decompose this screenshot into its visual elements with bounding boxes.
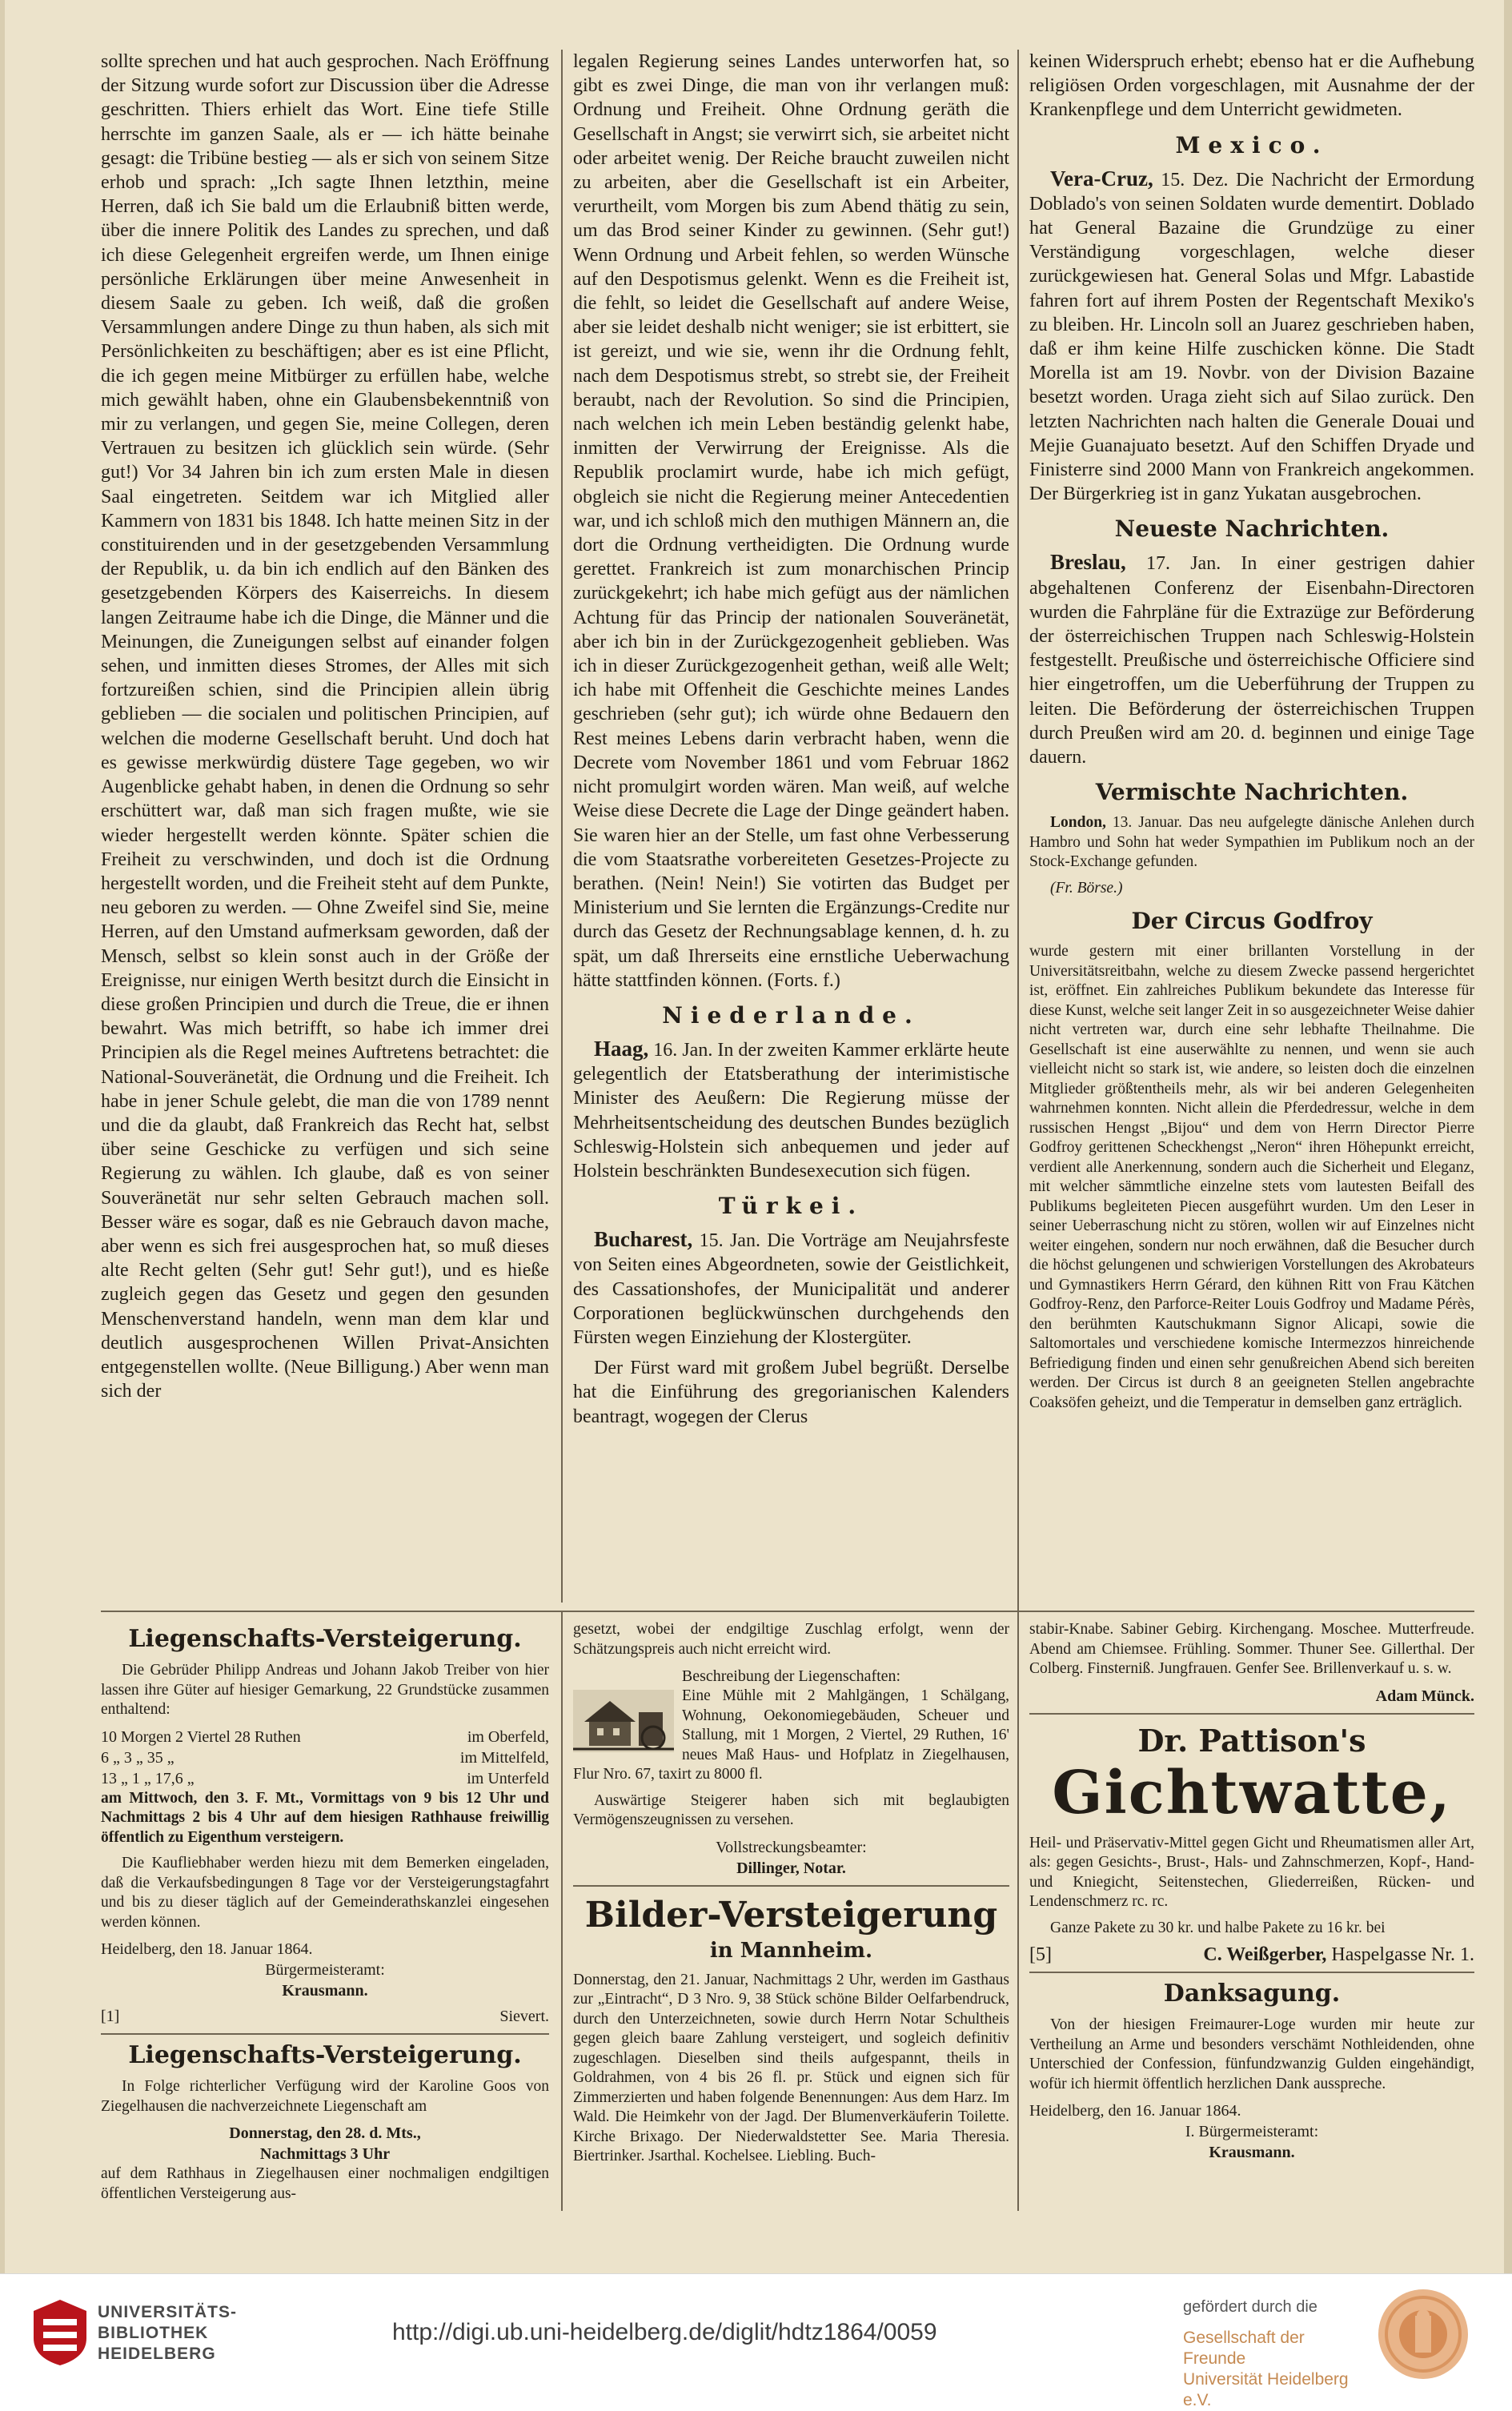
office-label: Bürgermeisteramt: — [265, 1961, 385, 1979]
funding-note — [1183, 2298, 1359, 2411]
ad-text: Auswärtige Steigerer haben sich mit beglaubigten Vermögenszeugnissen zu versehen. — [573, 1791, 1009, 1828]
column-rule — [561, 50, 563, 1603]
article-paragraph: legalen Regierung seines Landes unterworfen hat, so gibt es zwei Dinge, die man von ihr verlangen muß: Ordnung und Freiheit. Ohne Ordnung geräth die Gesellschaft in Angst; sie verwirrt sich, sie arbeitet nicht oder arbeitet wenig. Der Reiche braucht zuweilen nicht zu arbeiten, aber die Gesellschaft ist ein Arbeiter, verurtheilt, vom Morgen bis zum Abend thätig zu sein, um das Brod seiner Kinder zu gewinnen. (Sehr gut!) Wenn Ordnung und Arbeit fehlen, so werden Wünsche auf den Despotismus gelenkt. Wenn es die Freiheit ist, die fehlt, so leidet die Gesellschaft auf andere Weise, aber sie leidet deshalb nicht weniger; sie ist erbittert, sie ist gereizt, und wie sie, wenn ihr die Ordnung fehlt, nach dem Despotismus strebt, so strebt sie, der Freiheit beraubt, nach der Revolution. So sind die Principien, nach welchen ich mein Leben beständig gelenkt habe, inmitten der Verwirrung der Ereignisse. Als die Republik proclamirt wurde, habe ich mich gefügt, obgleich sie nicht die Regierung meiner Antecedentien war, und ich schloß mich den muthigen Männern an, die dort die Ordnung vertheidigten. Die Ordnung wurde gerettet. Frankreich ist zum monarchischen Princip zurückgekehrt; ich habe mich gefügt aus der nämlichen Achtung für das Princip der nationalen Souveränetät, aber ich bin in der Zurückgezogenheit geblieben. Was ich in dieser Zurückgezogenheit gethan, weiß alle Welt; ich habe mit Offenheit die Geschichte meines Landes geschrieben (sehr gut); ich würde ohne Bedauern den Rest meines Lebens darin verbracht haben, wenn die Decrete vom November 1861 und vom Februar 1862 nicht promulgirt worden wären. Man weiß, auf welche Weise diese Decrete die Lage der Dinge geändert haben. Sie waren hier an der Stelle, um fast ohne Verbesserung die vom Staatsrathe vorbereiteten Gesetzes-Projecte zu berathen. (Nein! Nein!) Sie votirten das Budget per Ministerium und Sie lernten die Ergänzungs-Credite nur durch das Gesetz der Rechnungsablage kennen, d. h. zu spät, um daß Ihrerseits eine ernstliche Ueberwachung hätte stattfinden können. (Forts. f.) — [573, 51, 1009, 991]
circus-heading: Der Circus Godfroy — [1131, 908, 1373, 935]
column-rule — [561, 1612, 563, 2211]
permalink-url[interactable]: http://digi.ub.uni-heidelberg.de/diglit/hdtz1864/0059 — [392, 2319, 937, 2345]
ad-text: Ganze Pakete zu 30 kr. und halbe Pakete zu 16 kr. bei — [1050, 1919, 1386, 1936]
section-rule — [1029, 1972, 1474, 1973]
funding-label: gefördert durch die — [1183, 2298, 1317, 2316]
mill-woodcut-icon — [573, 1690, 674, 1752]
newspaper-page — [101, 50, 1474, 2251]
ad-time: Nachmittags 3 Uhr — [259, 2145, 391, 2163]
section-rule — [101, 1611, 1474, 1612]
table-row: 10 Morgen 2 Viertel 28 Ruthen im Oberfeld, — [101, 1727, 549, 1746]
section-rule — [573, 1885, 1009, 1887]
signer: Adam Münck. — [1375, 1687, 1474, 1705]
ad-title: Liegenschafts-Versteigerung. — [128, 1625, 522, 1653]
ad-text: gesetzt, wobei der endgiltige Zuschlag erfolgt, wenn der Schätzungspreis auch nicht erreicht wird. — [573, 1621, 1009, 1658]
ad-title: Bilder-Versteigerung — [584, 1894, 998, 1936]
library-logo[interactable] — [32, 2298, 272, 2370]
section-rule — [101, 2033, 549, 2035]
funder-name[interactable]: Universität Heidelberg e.V. — [1183, 2370, 1349, 2409]
seller-line: [5] C. Weißgerber, Haspelgasse Nr. 1. — [1029, 1944, 1474, 1965]
ad-title: Liegenschafts-Versteigerung. — [128, 2041, 522, 2069]
place-date: Heidelberg, den 16. Januar 1864. — [1029, 2102, 1241, 2120]
ad-text: stabir-Knabe. Sabiner Gebirg. Kirchengang. Moschee. Mutterfreude. Abend am Chiemsee. Frühling. Sommer. Thuner See. Gillerthal. Der Colberg. Finsterniß. Jungfrauen. Genfer See. Brillenverkauf u. s. w. — [1029, 1621, 1474, 1677]
dateline: Bucharest, — [594, 1227, 693, 1252]
funder-name[interactable]: Gesellschaft der Freunde — [1183, 2329, 1305, 2368]
viewer-footer — [0, 2273, 1512, 2409]
ad-text: Heil- und Präservativ-Mittel gegen Gicht und Rheumatismen aller Art, als: gegen Gesichts-, Brust-, Hals- und Zahnschmerzen, Kopf-, Hand- und Kniegicht, Seitenstechen, Gliederreißen, Rücken- und Lendenschmerz rc. rc. — [1029, 1834, 1474, 1910]
section-heading-tuerkei: Türkei. — [718, 1193, 864, 1220]
table-row: 13 „ 1 „ 17,6 „ im Unterfeld — [101, 1769, 549, 1787]
ad-text: Von der hiesigen Freimaurer-Loge wurden mir heute zur Vertheilung an Arme und besonders verschämt Nothleidenden, ohne Unterschied der Confession, fünfundzwanzig Gulden eingehändigt, wofür ich hiermit öffentlich herzlichen Dank ausspreche. — [1029, 2016, 1474, 2092]
section-heading-vermischte: Vermischte Nachrichten. — [1095, 779, 1409, 806]
dateline: Haag, — [594, 1036, 649, 1061]
section-heading-neueste: Neueste Nachrichten. — [1114, 515, 1390, 543]
university-seal-icon — [1375, 2287, 1471, 2381]
dateline: Vera-Cruz, — [1050, 166, 1153, 191]
ad-text: auf dem Rathhaus in Ziegelhausen einer nochmaligen endgiltigen öffentlichen Versteigerung aus- — [101, 2165, 549, 2202]
article-text: 16. Jan. In der zweiten Kammer erklärte heute gelegentlich der Etatsberathung der interimistische Minister des Aeußern: Die Regierung müsse der Mehrheitsentscheidung des deutschen Bundes bezüglich Schleswig-Holstein sich anbequemen und jeder auf Holstein beschränkten Bundesexecution sich fügen. — [573, 1039, 1009, 1181]
ad-title: Danksagung. — [1163, 1980, 1341, 2008]
section-heading-niederlande: Niederlande. — [662, 1001, 920, 1029]
office-label: I. Bürgermeisteramt: — [1185, 2123, 1319, 2140]
signer: Dillinger, Notar. — [736, 1859, 846, 1877]
ad-subheading: Beschreibung der Liegenschaften: — [681, 1667, 901, 1685]
article-paragraph: wurde gestern mit einer brillanten Vorstellung in der Universitätsreitbahn, welche zu diesem Zwecke passend hergerichtet ist, eröffnet. Ein zahlreiches Publikum bekundete das Interesse für diese Kunst, welche seit langer Zeit in so ausgezeichneter Weise dahier nicht vertreten war, durch eine sehr lebhafte Theilnahme. Die Gesellschaft ist eine auserwählte zu nennen, und wenn sie auch vielleicht nicht so stark ist, wie andere, so leisten doch die einzelnen Mitglieder größtentheils mehr, als wir bei anderen Gelegenheiten wahrnehmen konnten. Nicht allein die Pferdedressur, welche in dem russischen Hengst „Bijou“ und dem von Herrn Director Pierre Godfroy gerittenen Scheckhengst „Neron“ ihren Höhepunkt erreicht, verdient alle Anerkennung, sondern auch die Sicherheit und Eleganz, mit welcher sämmtliche einzelne stets vom lautesten Beifall des Publikums begleiteten Piecen ausgeführt wurden. Um den Leser in seiner Ueberraschung nicht zu stören, wollen wir auf Einzelnes nicht weiter eingehen, sondern nur noch erwähnen, daß die Besucher durch die höchst gelungenen und schwierigen Vorstellungen des Akrobateurs und Gymnastikers Herrn Gérard, den kühnen Ritt von Frau Kätchen Godfroy-Renz, den Parforce-Reiter Louis Godfroy und Madame Pérès, den berühmten Kautschukmann Signor Alicapi, sowie die Saltomortales und verschiedene komische Intermezzos hinreichende Befriedigung finden und einen sehr genußreichen Abend sich bereiten werden. Der Circus ist durch 8 an geeigneten Stellen angebrachte Coaksöfen geheizt, und die Temperatur in demselben ganz erträglich. — [1029, 943, 1474, 1411]
ad-text: Die Kaufliebhaber werden hiezu mit dem Bemerken eingeladen, daß die Verkaufsbedingungen 8 Tage vor der Versteigerungstagfahrt und bis zu dieser täglich auf der Gemeinderathskanzlei eingesehen werden können. — [101, 1855, 549, 1931]
ad-title: Dr. Pattison's — [1137, 1722, 1366, 1759]
signer: Krausmann. — [1209, 2144, 1295, 2161]
ad-text: Die Gebrüder Philipp Andreas und Johann Jakob Treiber von hier lassen ihre Güter auf hiesiger Gemarkung, 22 Grundstücke zusammen enthaltend: — [101, 1662, 549, 1718]
library-name-line: BIBLIOTHEK — [98, 2324, 209, 2342]
article-text: 13. Januar. Das neu aufgelegte dänische Anlehen durch Hambro und Sohn hat weder Sympathien im Publikum noch an der Stock-Exchange gefunden. — [1029, 814, 1474, 871]
office-label: Vollstreckungsbeamter: — [716, 1838, 867, 1856]
article-text: 15. Dez. Die Nachricht der Ermordung Doblado's von seinen Soldaten wurde dementirt. Doblado hat General Bazaine die Grundzüge zu einer Verständigung vorgeschlagen, welche dieser zurückgewiesen hat. General Solas und Mfgr. Labastide fahren fort auf ihrem Posten der Regentschaft Mexiko's zu bleiben. Hr. Lincoln soll an Juarez geschrieben haben, daß er ihm keine Hilfe zuschicken könne. Die Stadt Morella ist am 19. Novbr. von der Division Bazaine besetzt worden. Uraga zieht sich auf Silao zurück. Den letzten Nachrichten nach halten die Generale Douai und Mejie Guanajuato besetzt. Auf den Schiffen Dryade und Finisterre sind 2000 Mann von Frankreich angekommen. Der Bürgerkrieg ist in ganz Yukatan ausgebrochen. — [1029, 169, 1474, 505]
table-row: 6 „ 3 „ 35 „ im Mittelfeld, — [101, 1748, 549, 1767]
library-seal-icon — [32, 2298, 88, 2367]
ad-column-2 — [573, 1620, 1009, 2212]
place-date: Heidelberg, den 18. Januar 1864. — [101, 1940, 313, 1958]
signer: Krausmann. — [282, 1982, 368, 2000]
column-rule — [1017, 50, 1019, 2211]
section-heading-mexico: Mexico. — [1175, 131, 1329, 158]
ad-column-1 — [101, 1620, 549, 2212]
section-rule — [1029, 1713, 1474, 1715]
ad-text: Eine Mühle mit 2 Mahlgängen, 1 Schälgang, Wohnung, Oekonomiegebäuden, Scheuer und Stallung, mit 1 Morgen, 2 Viertel, 29 Ruthen, 16' neues Maß Haus- und Hofplatz in Ziegelhausen, Flur Nro. 67, taxirt zu 8000 fl. — [573, 1687, 1009, 1783]
library-name-line: UNIVERSITÄTS- — [98, 2303, 238, 2321]
ad-text: am Mittwoch, den 3. F. Mt., Vormittags von 9 bis 12 Uhr und Nachmittags 2 bis 4 Uhr auf dem hiesigen Rathhause freiwillig öffentlich zu Eigenthum versteigern. — [101, 1789, 549, 1846]
ad-text: In Folge richterlicher Verfügung wird der Karoline Goos von Ziegelhausen die nachverzeichnete Liegenschaft am — [101, 2078, 549, 2115]
article-text: 15. Jan. Die Vorträge am Neujahrsfeste von Seiten eines Abgeordneten, sowie der Geistlichkeit, des Cassationshofes, der Municipalität und anderer Corporationen beglückwünschen durchgehends den Fürsten wegen Einziehung der Klostergüter. — [573, 1230, 1009, 1348]
ad-subtitle: in Mannheim. — [709, 1938, 873, 1963]
article-paragraph: sollte sprechen und hat auch gesprochen. Nach Eröffnung der Sitzung wurde sofort zur Discussion über die Adresse geschritten. Thiers erhielt das Wort. Eine tiefe Stille herrschte im ganzen Saale, als er — ich hätte beinahe gesagt: die Tribüne bestieg — als er sich von seinem Sitze erhob und sprach: „Ich sagte Ihnen letzthin, meine Herren, daß ich Sie bald um die Erlaubniß bitten werde, über die innere Politik des Landes zu sprechen, und daß ich diese Gelegenheit ergreifen werde, um Ihnen einige persönliche Erklärungen über meine Anwesenheit in diesem Saale zu geben. Ich weiß, daß die großen Versammlungen andere Dinge zu thun haben, als sich mit Persönlichkeiten zu beschäftigen; aber es ist eine Pflicht, die ich gegen meine Mitbürger zu erfüllen habe, welche mich gewählt haben, ohne ein Glaubensbekenntniß von mir zu verlangen, und gegen Sie, meine Collegen, deren Vertrauen zu besitzen ich glücklich sein würde. (Sehr gut!) Vor 34 Jahren bin ich zum ersten Male in diesen Saal eingetreten. Seitdem war ich Mitglied aller Kammern von 1831 bis 1848. Ich hatte meinen Sitz in der constituirenden und in der gesetzgebenden Versammlung der Republik, u. da bin ich endlich auf den Bänken des gesetzgebenden Körpers des Kaiserreichs. In diesem langen Zeitraume habe ich die Dinge, die Männer und die Meinungen, die Zuneigungen selbst auf einander folgen sehen, und inmitten dieses Stromes, der Alles mit sich fortzureißen schien, sind die Principien allein übrig geblieben — die socialen und politischen Principien, auf welchen die moderne Gesellschaft beruht. Und doch hat es gewisse merkwürdig düstere Tage gegeben, wo wir Augenblicke gehabt haben, in denen die Ordnung so sehr erschüttert war, daß man sich fragen mußte, wie sie wieder hergestellt werden könnte. Später schien die Freiheit zu verschwinden, und doch ist die Ordnung hergestellt worden, und die Freiheit steht auf dem Punkte, neu geboren zu werden. — Ohne Zweifel sind Sie, meine Herren, auf den Umstand aufmerksam geworden, daß der Mensch, selbst so klein sonst auch in der Größe der Ereignisse, nur einigen Werth besitzt durch die Einsicht in diese großen Principien und durch die Treue, die er ihnen bewahrt. Was mich betrifft, so habe ich immer drei Principien als die Regel meines Auftretens betrachtet: die National-Souveränetät, die Ordnung und die Freiheit. Ich habe in jener Schule gelebt, die man die von 1789 nennt und die da glaubt, daß Frankreich das Recht hat, selbst über seine Geschicke zu verfügen und sich seine Regierung zu wählen. Ich glaube, daß es von seiner Souveränetät nur sehr selten Gebrauch machen soll. Besser wäre es sogar, daß es nie Gebrauch davon mache, aber wenn es sich frei ausgesprochen hat, so muß dieses alte Recht gelten (Sehr gut! Sehr gut!), und es hieße zugleich gegen das Gesetz und gegen den gesunden Menschenverstand handeln, wenn man dem klar und deutlich ausgesprochenen Willen Privat-Ansichten entgegenstellen wollte. (Neue Billigung.) Aber wenn man sich der — [101, 51, 549, 1402]
ad-date: Donnerstag, den 28. d. Mts., — [229, 2124, 421, 2142]
source-note: (Fr. Börse.) — [1050, 879, 1123, 897]
dateline: Breslau, — [1050, 550, 1126, 575]
article-paragraph: Der Fürst ward mit großem Jubel begrüßt. Derselbe hat die Einführung des gregorianischen Kalenders beantragt, wogegen der Clerus — [573, 1358, 1009, 1427]
dateline: London, — [1050, 814, 1106, 832]
ad-footer-line: [1] Sievert. — [101, 2008, 549, 2025]
ad-text: Donnerstag, den 21. Januar, Nachmittags 2 Uhr, werden im Gasthaus zur „Eintracht“, D 3 Nro. 9, 38 Stück schöne Bilder Oelfarbendruck, durch den Unterzeichneten, sowie durch Herrn Notar Schultheis gegen gleich baare Zahlung versteigert, und sogleich definitiv zugeschlagen. Dieselben sind theils aufgespannt, theils in Goldrahmen, von 4 bis 26 fl. pr. Stück und eignen sich für Zimmerzierten und haben folgende Benennungen: Aus dem Harz. Im Wald. Die Heimkehr von der Jagd. Der Blumenverkäuferin Toilette. Kirche Brixago. Der Niederwaldstetter See. Maria Theresia. Biertrinker. Jsarthal. Kochelsee. Liebling. Buch- — [573, 1971, 1009, 2164]
library-name-line: HEIDELBERG — [98, 2345, 216, 2363]
article-column-1 — [101, 50, 549, 1603]
ad-column-3 — [1029, 1620, 1474, 2212]
article-column-2 — [573, 50, 1009, 1603]
ad-title: Gichtwatte, — [1052, 1758, 1452, 1827]
article-column-3 — [1029, 50, 1474, 1603]
article-paragraph: keinen Widerspruch erhebt; ebenso hat er die Aufhebung religiösen Orden vorgeschlagen, mit Ausnahme der der Krankenpflege und dem Unterricht gewidmeten. — [1029, 51, 1474, 121]
article-text: 17. Jan. In einer gestrigen dahier abgehaltenen Conferenz der Eisenbahn-Directoren wurden die Fahrpläne für die Extrazüge zur Beförderung der österreichischen Truppen nach Schleswig-Holstein festgestellt. Preußische und österreichische Officiere sind hier eingetroffen, um die Ueberführung der Truppen zu leiten. Die Beförderung der österreichischen Truppen durch Preußen wird am 20. d. beginnen und einige Tage dauern. — [1029, 553, 1474, 768]
